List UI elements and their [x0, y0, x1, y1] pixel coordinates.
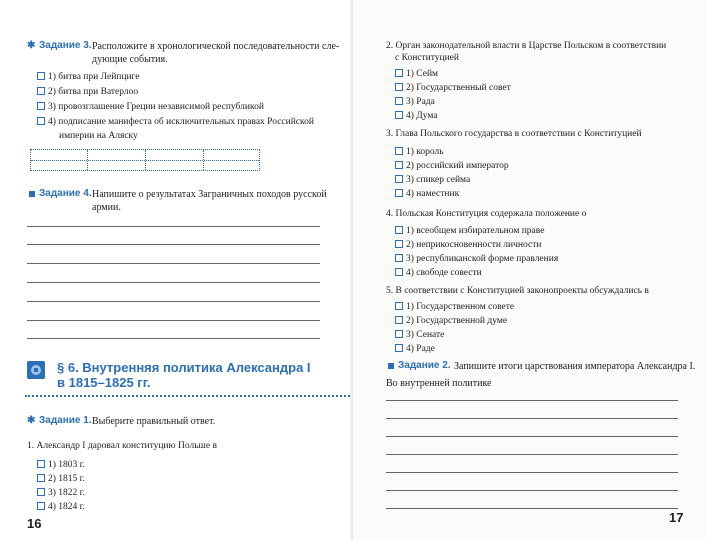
checkbox[interactable]: [37, 460, 45, 468]
task4-title: Задание 4.: [39, 188, 92, 199]
task3-text: Расположите в хронологической последовательности сле-: [92, 41, 340, 52]
task3-option[interactable]: 3) провозглашение Греции независимой республикой: [37, 101, 264, 113]
checkbox[interactable]: [395, 316, 403, 324]
question-2: 2. Орган законодательной власти в Царстве Польском в соответствии: [386, 41, 667, 51]
answer-line[interactable]: [386, 418, 678, 419]
checkbox[interactable]: [395, 226, 403, 234]
answer-line[interactable]: [27, 320, 320, 321]
answer-line[interactable]: [27, 263, 320, 264]
question-5: 5. В соответствии с Конституцией законопроекты обсуждались в: [386, 286, 649, 296]
task1-text: Выберите правильный ответ.: [92, 416, 216, 427]
question-4: 4. Польская Конституция содержала положение о: [386, 209, 587, 219]
task3-option-cont: империи на Аляску: [59, 131, 138, 141]
task-square-icon: [388, 363, 394, 369]
checkbox[interactable]: [395, 268, 403, 276]
q1-option[interactable]: 1) 1803 г.: [37, 459, 85, 471]
answer-line[interactable]: [386, 400, 678, 401]
q3-option[interactable]: 2) российский император: [395, 160, 509, 172]
q5-option[interactable]: 3) Сенате: [395, 329, 444, 341]
q1-option[interactable]: 2) 1815 г.: [37, 473, 85, 485]
question-2-cont: с Конституцией: [395, 53, 459, 63]
q2-option[interactable]: 1) Сейм: [395, 68, 438, 80]
checkbox[interactable]: [395, 83, 403, 91]
task3-title: Задание 3.: [39, 40, 92, 51]
checkbox[interactable]: [395, 97, 403, 105]
q5-option[interactable]: 4) Раде: [395, 343, 435, 355]
task3-option[interactable]: 4) подписание манифеста об исключительных правах Российской: [37, 116, 314, 128]
answer-line[interactable]: [27, 282, 320, 283]
task2-subtitle: Во внутренней политике: [386, 378, 492, 389]
q1-option[interactable]: 3) 1822 г.: [37, 487, 85, 499]
q1-option[interactable]: 4) 1824 г.: [37, 501, 85, 513]
q2-option[interactable]: 2) Государственный совет: [395, 82, 511, 94]
q5-option[interactable]: 1) Государственном совете: [395, 301, 514, 313]
q3-option[interactable]: 1) король: [395, 146, 444, 158]
task2-title: Задание 2.: [398, 360, 451, 371]
question-1: 1. Александр I даровал конституцию Польше в: [27, 441, 217, 451]
q4-option[interactable]: 1) всеобщем избирательном праве: [395, 225, 544, 237]
checkbox[interactable]: [395, 111, 403, 119]
answer-grid[interactable]: [30, 149, 260, 171]
checkbox[interactable]: [37, 117, 45, 125]
answer-line[interactable]: [386, 436, 678, 437]
checkbox[interactable]: [395, 175, 403, 183]
answer-line[interactable]: [386, 454, 678, 455]
task1-title: Задание 1.: [39, 415, 92, 426]
answer-line[interactable]: [386, 490, 678, 491]
q5-option[interactable]: 2) Государственной думе: [395, 315, 507, 327]
task4-text: Напишите о результатах Заграничных походов русской: [92, 189, 327, 200]
checkbox[interactable]: [395, 69, 403, 77]
q2-option[interactable]: 3) Рада: [395, 96, 435, 108]
task-star-icon: ✱: [27, 40, 36, 51]
checkbox[interactable]: [37, 502, 45, 510]
answer-line[interactable]: [27, 244, 320, 245]
q3-option[interactable]: 3) спикер сейма: [395, 174, 470, 186]
checkbox[interactable]: [37, 72, 45, 80]
answer-line[interactable]: [386, 472, 678, 473]
page-number: 17: [669, 510, 684, 525]
task-star-icon: ✱: [27, 415, 36, 426]
checkbox[interactable]: [37, 488, 45, 496]
checkbox[interactable]: [395, 147, 403, 155]
checkbox[interactable]: [395, 161, 403, 169]
q4-option[interactable]: 4) свободе совести: [395, 267, 482, 279]
q4-option[interactable]: 2) неприкосновенности личности: [395, 239, 541, 251]
section-divider: [25, 395, 353, 397]
answer-line[interactable]: [27, 226, 320, 227]
section-title-cont: в 1815–1825 гг.: [57, 375, 151, 390]
page-number: 16: [27, 516, 42, 531]
checkbox[interactable]: [395, 344, 403, 352]
q2-option[interactable]: 4) Дума: [395, 110, 438, 122]
task3-option[interactable]: 1) битва при Лейпциге: [37, 71, 140, 83]
question-3: 3. Глава Польского государства в соответствии с Конституцией: [386, 129, 642, 139]
answer-line[interactable]: [27, 301, 320, 302]
task3-option[interactable]: 2) битва при Ватерлоо: [37, 86, 138, 98]
checkbox[interactable]: [395, 254, 403, 262]
right-page: [353, 0, 706, 540]
checkbox[interactable]: [395, 330, 403, 338]
answer-line[interactable]: [27, 338, 320, 339]
checkbox[interactable]: [37, 102, 45, 110]
q3-option[interactable]: 4) наместник: [395, 188, 459, 200]
q4-option[interactable]: 3) республиканской форме правления: [395, 253, 558, 265]
checkbox[interactable]: [37, 87, 45, 95]
task2-text: Запишите итоги царствования императора Александра I.: [454, 361, 696, 372]
checkbox[interactable]: [395, 302, 403, 310]
section-emblem-icon: [27, 361, 45, 379]
task4-text-cont: армии.: [92, 202, 121, 213]
checkbox[interactable]: [395, 240, 403, 248]
task3-text-cont: дующие события.: [92, 54, 168, 65]
task-square-icon: [29, 191, 35, 197]
checkbox[interactable]: [37, 474, 45, 482]
answer-line[interactable]: [386, 508, 678, 509]
section-title: § 6. Внутренняя политика Александра I: [57, 360, 311, 375]
checkbox[interactable]: [395, 189, 403, 197]
